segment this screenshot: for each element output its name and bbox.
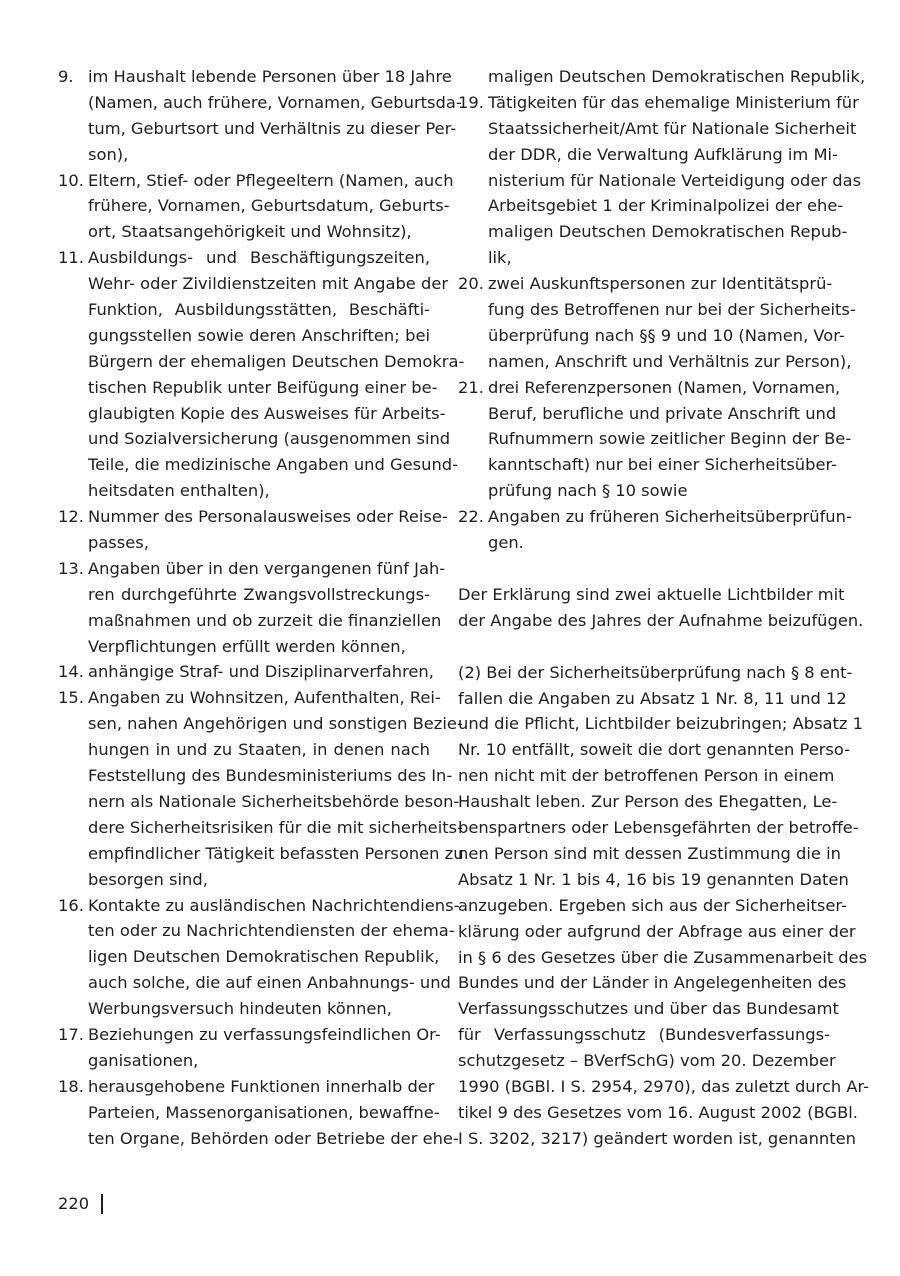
list-item-text: empfindlicher Tätigkeit befassten Personen zu <box>88 843 464 863</box>
list-item-line <box>58 168 454 194</box>
list-item-text: ligen Deutschen Demokratischen Republik, <box>88 947 440 967</box>
list-item-line <box>458 245 830 271</box>
paragraph-text: schutzgesetz – BVerfSchG) vom 20. Dezember <box>458 1051 836 1071</box>
list-item-line <box>58 970 451 996</box>
paragraph-text: Nr. 10 entfällt, soweit die dort genannten Perso- <box>458 740 851 760</box>
list-item-line <box>58 64 452 90</box>
left-column <box>58 64 465 1151</box>
list-item-line <box>58 815 463 841</box>
paragraph-line <box>458 1074 870 1100</box>
list-item-line <box>58 634 430 660</box>
paragraph-line <box>458 919 856 945</box>
list-item-line <box>58 918 455 944</box>
list-item-line <box>458 504 852 530</box>
list-item-text: Tätigkeiten für das ehemalige Ministerium für <box>488 92 859 112</box>
list-item-line <box>458 297 856 323</box>
list-item-line <box>58 323 430 349</box>
list-item-number: 16. <box>58 895 84 915</box>
list-item-text: Feststellung des Bundesministeriums des In- <box>88 766 453 786</box>
list-item-line <box>58 1048 430 1074</box>
list-item-number: 10. <box>58 170 84 190</box>
list-item-text: son), <box>88 144 129 164</box>
list-item-text: Rufnummern sowie zeitlicher Beginn der Be- <box>488 429 852 449</box>
list-item-line <box>58 504 448 530</box>
list-item <box>58 245 465 504</box>
list-item-text: auch solche, die auf einen Anbahnungs- und <box>88 973 451 993</box>
list-item-line <box>58 219 430 245</box>
list-item-line <box>58 841 464 867</box>
paragraph-line <box>458 686 847 712</box>
list-item-line <box>58 893 460 919</box>
paragraph-text: Bundes und der Länder in Angelegenheiten des <box>458 973 847 993</box>
list-item-number: 14. <box>58 662 84 682</box>
list-item-line <box>58 608 442 634</box>
list-item-text: Ausbildungs- und Beschäftigungszeiten, <box>88 248 430 268</box>
list-item-text: der DDR, die Verwaltung Aufklärung im Mi- <box>488 144 838 164</box>
list-item-line <box>58 116 457 142</box>
list-item-text: überprüfung nach §§ 9 und 10 (Namen, Vor- <box>488 325 845 345</box>
paragraph-text: nen Person sind mit dessen Zustimmung die in <box>458 843 841 863</box>
list-item-line <box>458 349 852 375</box>
list-item-text: maligen Deutschen Demokratischen Repub- <box>488 222 848 242</box>
paragraph-text: tikel 9 des Gesetzes vom 16. August 2002 (BGBl. <box>458 1102 858 1122</box>
paragraph-text: I S. 3202, 3217) geändert worden ist, genannten <box>458 1128 856 1148</box>
list-item-number: 20. <box>458 274 484 294</box>
paragraph-line <box>458 867 849 893</box>
list-item <box>58 685 464 892</box>
list-item-text: besorgen sind, <box>88 869 208 889</box>
list-item-text: ganisationen, <box>88 1050 199 1070</box>
list-item-line <box>58 763 453 789</box>
list-item-line <box>458 271 833 297</box>
paragraph-text: Haushalt leben. Zur Person des Ehegatten, Le- <box>458 792 838 812</box>
list-item <box>458 271 856 375</box>
paragraph-line <box>458 582 845 608</box>
list-item-line <box>58 193 450 219</box>
list-item-line <box>458 168 862 194</box>
paragraph-line <box>458 1022 830 1048</box>
paragraph-line <box>458 737 851 763</box>
list-item-line <box>58 90 462 116</box>
paragraph-line <box>458 1048 836 1074</box>
paragraph-line <box>458 763 835 789</box>
list-item-line <box>58 401 446 427</box>
paragraph-text: und die Pflicht, Lichtbilder beizubringen; Absatz 1 <box>458 714 863 734</box>
list-item-text: und Sozialversicherung (ausgenommen sind <box>88 429 451 449</box>
footer-divider <box>101 1194 103 1214</box>
list-item-line <box>58 530 430 556</box>
paragraph-text: für Verfassungsschutz (Bundesverfassungs- <box>458 1025 830 1045</box>
list-item <box>58 893 460 1022</box>
list-item <box>58 1074 459 1152</box>
list-item-text: Kontakte zu ausländischen Nachrichtendiens- <box>88 895 460 915</box>
list-item-text: Arbeitsgebiet 1 der Kriminalpolizei der ehe- <box>488 196 844 216</box>
paragraph-photos <box>458 582 864 634</box>
spacer <box>458 556 830 582</box>
list-item-line <box>458 530 830 556</box>
list-item-line <box>458 375 841 401</box>
paragraph-section-2 <box>458 660 870 1152</box>
list-item-line <box>58 478 430 504</box>
list-item-text: Verpflichtungen erfüllt werden können, <box>88 636 406 656</box>
list-item-number: 15. <box>58 688 84 708</box>
list-item-line <box>458 90 859 116</box>
list-item-line <box>58 685 441 711</box>
list-item-text: frühere, Vornamen, Geburtsdatum, Geburts- <box>88 196 450 216</box>
list-item-text: Angaben zu Wohnsitzen, Aufenthalten, Rei- <box>88 688 441 708</box>
list-item-text: zwei Auskunftspersonen zur Identitätsprü- <box>488 274 833 294</box>
list-item-text: prüfung nach § 10 sowie <box>488 481 688 501</box>
list-item <box>458 504 852 556</box>
list-item-text: glaubigten Kopie des Ausweises für Arbeits- <box>88 403 446 423</box>
list-item-line <box>58 711 463 737</box>
paragraph-line <box>458 893 847 919</box>
paragraph-text: der Angabe des Jahres der Aufnahme beizufügen. <box>458 610 864 630</box>
list-item-text: gen. <box>488 533 524 553</box>
list-item-line <box>58 996 430 1022</box>
list-item-number: 12. <box>58 507 84 527</box>
list-item-line <box>58 245 430 271</box>
list-item-text: anhängige Straf- und Disziplinarverfahren, <box>88 662 434 682</box>
list-item <box>58 64 462 168</box>
paragraph-text: 1990 (BGBl. I S. 2954, 2970), das zuletzt durch Ar- <box>458 1076 870 1096</box>
list-item <box>58 1022 441 1074</box>
paragraph-text: Der Erklärung sind zwei aktuelle Lichtbilder mit <box>458 584 845 604</box>
spacer <box>458 634 830 660</box>
list-item-line <box>58 349 465 375</box>
list-item-text: Wehr- oder Zivildienstzeiten mit Angabe der <box>88 274 449 294</box>
list-item-line <box>58 1100 440 1126</box>
right-column <box>458 64 870 1152</box>
list-item-line <box>58 1074 435 1100</box>
list-item-text: nern als Nationale Sicherheitsbehörde beson- <box>88 791 460 811</box>
page-number: 220 <box>58 1194 90 1213</box>
list-item-line <box>58 556 446 582</box>
list-item-number: 19. <box>458 92 484 112</box>
list-item-text: im Haushalt lebende Personen über 18 Jahre <box>88 67 452 86</box>
list-item-number: 9. <box>58 67 74 86</box>
list-item-line <box>58 375 438 401</box>
list-item-text: nisterium für Nationale Verteidigung oder das <box>488 170 862 190</box>
paragraph-text: Absatz 1 Nr. 1 bis 4, 16 bis 19 genannten Daten <box>458 869 849 889</box>
list-item-number: 21. <box>458 377 484 397</box>
paragraph-text: in § 6 des Gesetzes über die Zusammenarbeit des <box>458 947 868 967</box>
list-item-text: tischen Republik unter Beifügung einer be- <box>88 377 438 397</box>
list-item-text: passes, <box>88 533 149 553</box>
paragraph-line <box>458 711 863 737</box>
list-item-line <box>58 659 434 685</box>
list-item-line <box>58 452 458 478</box>
paragraph-line <box>458 660 853 686</box>
list-item-text: dere Sicherheitsrisiken für die mit sicherheits- <box>88 817 463 837</box>
list-item-line <box>458 219 848 245</box>
paragraph-line <box>458 1100 858 1126</box>
list-item-number: 11. <box>58 248 84 268</box>
list-item-text: sen, nahen Angehörigen und sonstigen Bezie- <box>88 714 463 734</box>
list-item <box>58 504 448 556</box>
list-item-text: Teile, die medizinische Angaben und Gesund- <box>88 455 458 475</box>
list-item-text: ort, Staatsangehörigkeit und Wohnsitz), <box>88 222 412 242</box>
list-item <box>58 659 434 685</box>
list-item-number: 17. <box>58 1024 84 1044</box>
list-item-text: Staatssicherheit/Amt für Nationale Sicherheit <box>488 118 857 138</box>
paragraph-text: Verfassungsschutzes und über das Bundesamt <box>458 999 839 1019</box>
paragraph-line <box>458 1126 856 1152</box>
list-item-text: Beziehungen zu verfassungsfeindlichen Or- <box>88 1024 441 1044</box>
list-item-line <box>458 323 845 349</box>
list-item-line <box>58 1126 459 1152</box>
list-item-text: heitsdaten enthalten), <box>88 481 270 501</box>
list-item-continuation <box>458 64 866 90</box>
list-item-text: Eltern, Stief- oder Pflegeeltern (Namen, auch <box>88 170 454 190</box>
list-item-text: (Namen, auch frühere, Vornamen, Geburtsda- <box>88 92 462 112</box>
list-item-text: ten oder zu Nachrichtendiensten der ehema- <box>88 921 455 941</box>
paragraph-line <box>458 789 838 815</box>
paragraph-text: nen nicht mit der betroffenen Person in einem <box>458 766 835 786</box>
list-item-number: 22. <box>458 507 484 527</box>
list-item-line <box>58 1022 441 1048</box>
paragraph-text: anzugeben. Ergeben sich aus der Sicherheitser- <box>458 895 847 915</box>
list-item-text: maligen Deutschen Demokratischen Republik, <box>488 67 866 86</box>
list-item-line <box>58 582 430 608</box>
list-item <box>458 90 862 271</box>
list-item-number: 18. <box>58 1076 84 1096</box>
list-item-line <box>58 271 449 297</box>
list-item <box>58 168 454 246</box>
list-item-text: maßnahmen und ob zurzeit die finanziellen <box>88 610 442 630</box>
list-item-text: Angaben zu früheren Sicherheitsüberprüfun- <box>488 507 852 527</box>
list-item-line <box>58 142 430 168</box>
paragraph-line <box>458 996 839 1022</box>
list-item-text: Werbungsversuch hindeuten können, <box>88 999 392 1019</box>
paragraph-line <box>458 970 847 996</box>
list-item-text: Nummer des Personalausweises oder Reise- <box>88 507 448 527</box>
paragraph-line <box>458 815 859 841</box>
list-item-text: herausgehobene Funktionen innerhalb der <box>88 1076 435 1096</box>
paragraph-text: klärung oder aufgrund der Abfrage aus einer der <box>458 921 856 941</box>
list-item-text: tum, Geburtsort und Verhältnis zu dieser Per- <box>88 118 457 138</box>
list-item-text: drei Referenzpersonen (Namen, Vornamen, <box>488 377 841 397</box>
list-item-line <box>58 737 430 763</box>
list-item-line <box>458 116 857 142</box>
list-item <box>58 556 446 660</box>
list-item-line <box>58 789 460 815</box>
paragraph-line <box>458 945 868 971</box>
list-item-line <box>58 426 451 452</box>
paragraph-line <box>458 841 841 867</box>
list-item-line <box>458 452 838 478</box>
list-item-text: ten Organe, Behörden oder Betriebe der ehe- <box>88 1128 459 1148</box>
list-item-text: Funktion, Ausbildungsstätten, Beschäfti- <box>88 300 430 320</box>
list-item-line <box>58 867 430 893</box>
list-item-text: Bürgern der ehemaligen Deutschen Demokra- <box>88 351 465 371</box>
list-item-text: kanntschaft) nur bei einer Sicherheitsüber- <box>488 455 838 475</box>
list-item <box>458 375 852 504</box>
list-item-line <box>458 193 844 219</box>
paragraph-line <box>458 608 864 634</box>
paragraph-text: benspartners oder Lebensgefährten der betroffe- <box>458 818 859 838</box>
list-item-text: Angaben über in den vergangenen fünf Jah- <box>88 558 446 578</box>
list-item-number: 13. <box>58 558 84 578</box>
list-item-text: lik, <box>488 248 512 268</box>
list-item-line <box>458 478 830 504</box>
page-footer <box>58 1193 103 1215</box>
list-item-text: Parteien, Massenorganisationen, bewaffne- <box>88 1102 440 1122</box>
list-item-text: gungsstellen sowie deren Anschriften; bei <box>88 325 430 345</box>
list-item-line <box>458 401 837 427</box>
list-item-text: namen, Anschrift und Verhältnis zur Person), <box>488 351 852 371</box>
list-item-text: hungen in und zu Staaten, in denen nach <box>88 740 430 760</box>
list-item-text: ren durchgeführte Zwangsvollstreckungs- <box>88 584 430 604</box>
list-item-line <box>458 142 838 168</box>
list-item-text: Beruf, berufliche und private Anschrift und <box>488 403 837 423</box>
list-item-line <box>458 426 852 452</box>
paragraph-text: fallen die Angaben zu Absatz 1 Nr. 8, 11 und 12 <box>458 688 847 708</box>
paragraph-text: (2) Bei der Sicherheitsüberprüfung nach § 8 ent- <box>458 662 853 682</box>
list-item-line <box>58 944 440 970</box>
list-item-line <box>58 297 430 323</box>
list-item-text: fung des Betroffenen nur bei der Sicherheits- <box>488 300 856 320</box>
